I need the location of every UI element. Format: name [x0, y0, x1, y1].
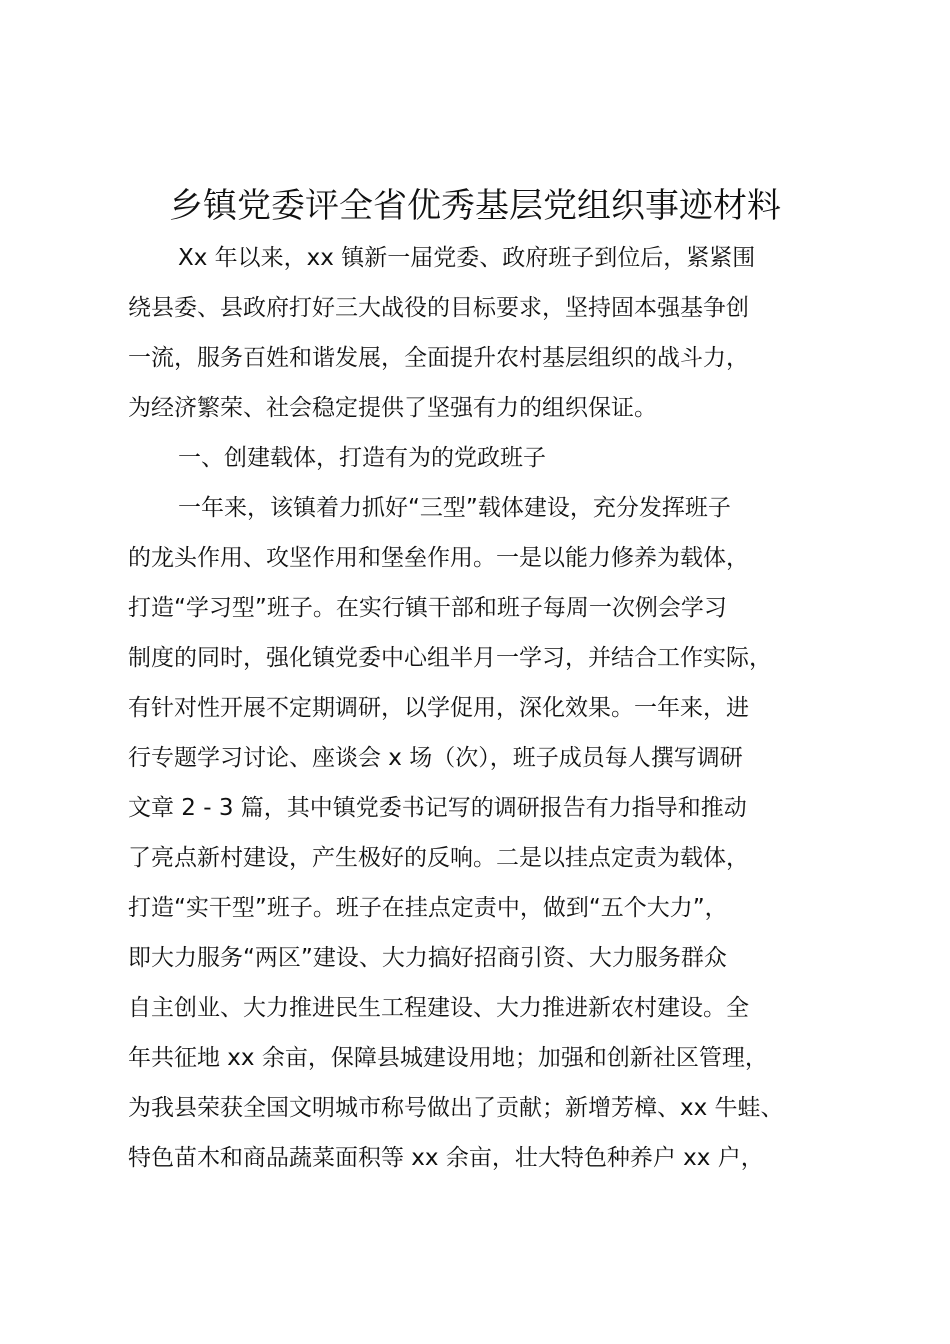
paragraph-line: 了亮点新村建设，产生极好的反响。二是以挂点定责为载体，: [128, 845, 749, 871]
paragraph-line: Xx 年以来，xx 镇新一届党委、政府班子到位后，紧紧围: [178, 245, 756, 271]
paragraph-line: 为我县荣获全国文明城市称号做出了贡献；新增芳樟、xx 牛蛙、: [128, 1095, 784, 1121]
paragraph-line: 绕县委、县政府打好三大战役的目标要求，坚持固本强基争创: [128, 295, 749, 321]
paragraph-line: 有针对性开展不定期调研，以学促用，深化效果。一年来，进: [128, 695, 749, 721]
paragraph-line: 打造“实干型”班子。班子在挂点定责中，做到“五个大力”，: [128, 895, 728, 921]
paragraph-line: 自主创业、大力推进民生工程建设、大力推进新农村建设。全: [128, 995, 749, 1021]
paragraph-line: 即大力服务“两区”建设、大力搞好招商引资、大力服务群众: [128, 945, 727, 971]
paragraph-line: 打造“学习型”班子。在实行镇干部和班子每周一次例会学习: [128, 595, 727, 621]
paragraph-line: 一流，服务百姓和谐发展，全面提升农村基层组织的战斗力，: [128, 345, 749, 371]
section-heading: 一、创建载体，打造有为的党政班子: [178, 445, 546, 471]
paragraph-line: 制度的同时，强化镇党委中心组半月一学习，并结合工作实际，: [128, 645, 772, 671]
paragraph-line: 行专题学习讨论、座谈会 x 场（次），班子成员每人撰写调研: [128, 745, 743, 771]
paragraph-line: 的龙头作用、攻坚作用和堡垒作用。一是以能力修养为载体，: [128, 545, 749, 571]
paragraph-line: 一年来，该镇着力抓好“三型”载体建设，充分发挥班子: [178, 495, 731, 521]
paragraph-line: 文章 2 - 3 篇，其中镇党委书记写的调研报告有力指导和推动: [128, 795, 747, 821]
document-body: [128, 233, 838, 1183]
paragraph-line: 为经济繁荣、社会稳定提供了坚强有力的组织保证。: [128, 395, 657, 421]
paragraph-line: 年共征地 xx 余亩，保障县城建设用地；加强和创新社区管理，: [128, 1045, 768, 1071]
document-title: 乡镇党委评全省优秀基层党组织事迹材料: [169, 186, 781, 226]
paragraph-line: 特色苗木和商品蔬菜面积等 xx 余亩，壮大特色种养户 xx 户，: [128, 1145, 764, 1171]
